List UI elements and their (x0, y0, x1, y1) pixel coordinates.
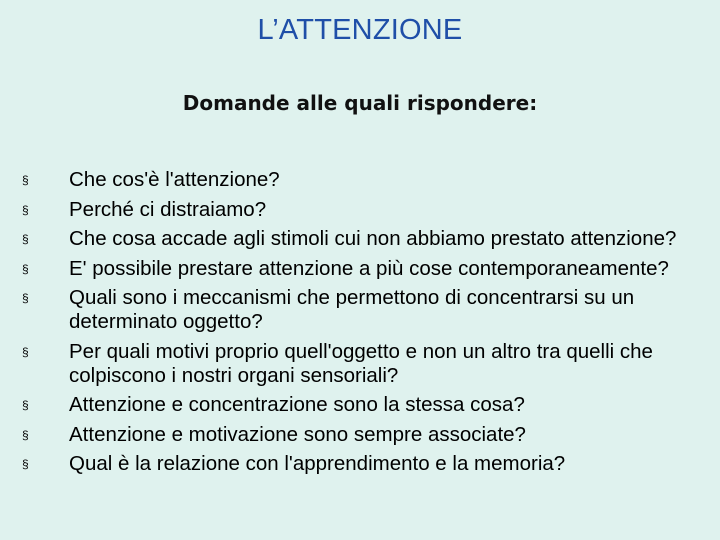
question-text: Qual è la relazione con l'apprendimento e la memoria? (69, 452, 566, 475)
bullet-icon: § (22, 202, 29, 217)
bullet-icon: § (22, 173, 29, 187)
question-text: Che cos'è l'attenzione? (69, 168, 280, 191)
bullet-icon: § (22, 232, 29, 246)
question-text: Attenzione e motivazione sono sempre associate? (69, 422, 526, 446)
question-item (22, 257, 712, 281)
bullet-icon: § (22, 291, 29, 305)
question-text: E' possibile prestare attenzione a più cose contemporaneamente? (69, 256, 669, 280)
bullet-icon: § (22, 457, 29, 471)
question-item (22, 286, 712, 334)
bullet-icon: § (22, 261, 29, 276)
slide-title: L’ATTENZIONE (257, 14, 463, 46)
bullet-icon: § (22, 427, 29, 442)
question-item (22, 198, 712, 222)
question-text: Per quali motivi proprio quell'oggetto e non un altro tra quelli che colpiscono i nostri organi sensoriali? (69, 339, 653, 387)
bullet-icon: § (22, 344, 29, 359)
question-text: Attenzione e concentrazione sono la stessa cosa? (69, 393, 525, 416)
slide-subtitle: Domande alle quali rispondere: (182, 91, 538, 115)
bullet-icon: § (22, 398, 29, 412)
question-item (22, 423, 712, 447)
question-text: Perché ci distraiamo? (69, 197, 267, 221)
question-text: Che cosa accade agli stimoli cui non abbiamo prestato attenzione? (69, 227, 677, 250)
question-item (22, 393, 712, 417)
question-list (22, 168, 712, 482)
question-item (22, 340, 712, 388)
question-item (22, 452, 712, 476)
question-item (22, 168, 712, 192)
question-item (22, 227, 712, 251)
question-text: Quali sono i meccanismi che permettono di concentrarsi su un determinato oggetto? (69, 286, 635, 333)
